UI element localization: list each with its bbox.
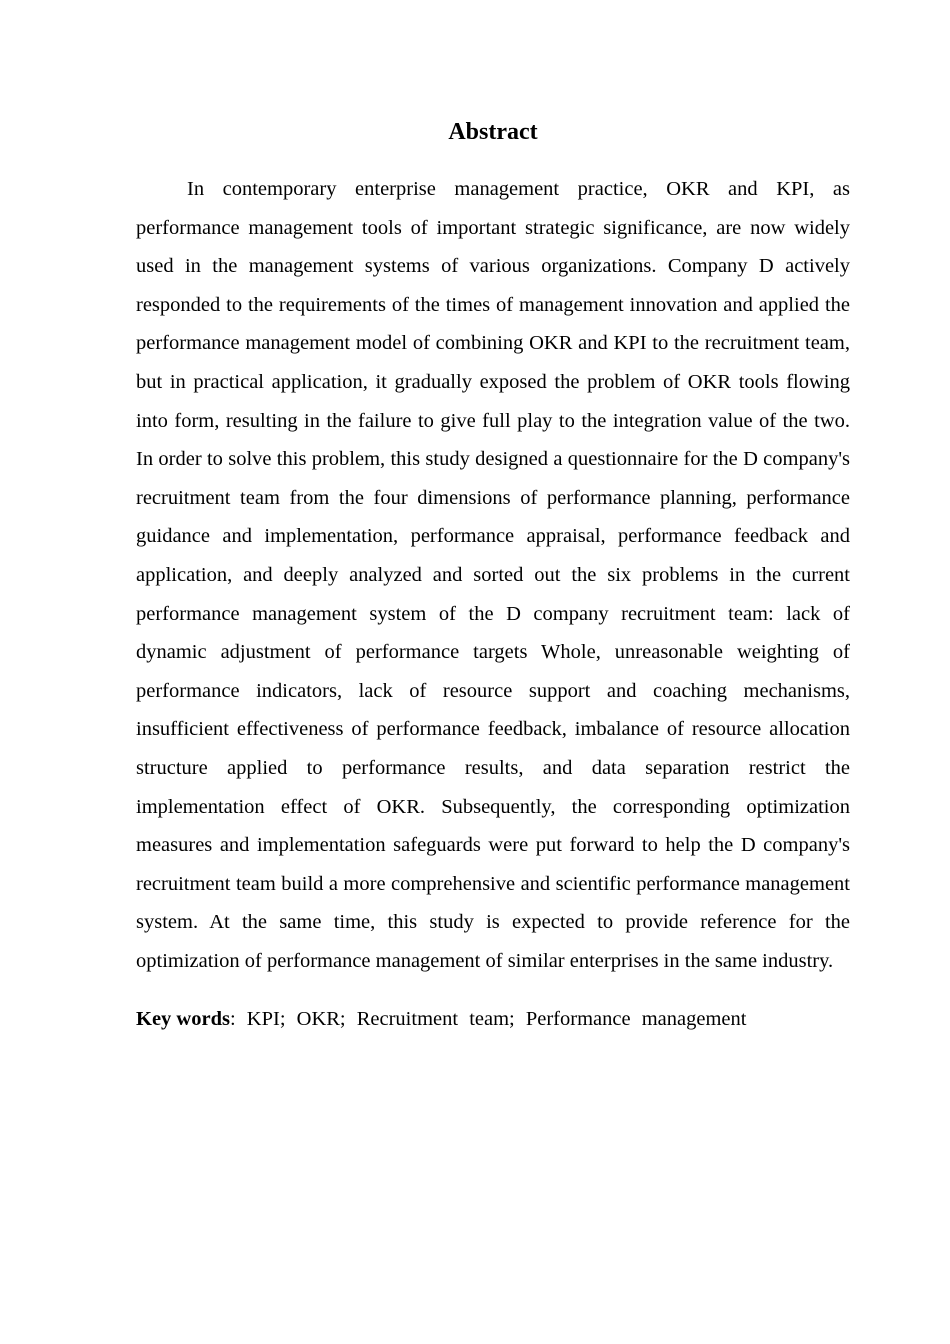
keywords-list: KPI; OKR; Recruitment team; Performance management — [246, 1008, 747, 1031]
keywords-label: Key words — [136, 1008, 230, 1031]
abstract-page — [136, 117, 850, 1034]
keywords-separator: : — [229, 1008, 236, 1031]
abstract-body: In contemporary enterprise management practice, OKR and KPI, as performance management tools of important strategic significance, are now widely used in the management systems of various organizations. Company D actively responded to the requirements of the times of management innovation and applied the performance management model of combining OKR and KPI to the recruitment team, but in practical application, it gradually exposed the problem of OKR tools flowing into form, resulting in the failure to give full play to the integration value of the two. In order to solve this problem, this study designed a questionnaire for the D company's recruitment team from the four dimensions of performance planning, performance guidance and implementation, performance appraisal, performance feedback and application, and deeply analyzed and sorted out the six problems in the current performance management system of the D company recruitment team: lack of dynamic adjustment of performance targets Whole, unreasonable weighting of performance indicators, lack of resource support and coaching mechanisms, insufficient effectiveness of performance feedback, imbalance of resource allocation structure applied to performance results, and data separation restrict the implementation effect of OKR. Subsequently, the corresponding optimization measures and implementation safeguards were put forward to help the D company's recruitment team build a more comprehensive and scientific performance management system. At the same time, this study is expected to provide reference for the optimization of performance management of similar enterprises in the same industry. — [136, 178, 850, 972]
keywords-line — [136, 1004, 850, 1034]
abstract-title: Abstract — [448, 119, 538, 145]
